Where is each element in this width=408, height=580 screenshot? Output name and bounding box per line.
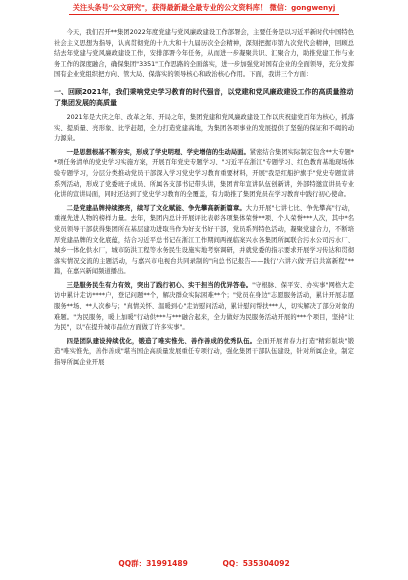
promo-banner — [0, 0, 408, 22]
contact-footer — [0, 558, 408, 569]
qq-contact: QQ：535304092 — [222, 559, 290, 568]
item-4-heading: 四是团队建设持续优化，锻造了唯实惟先、善作善成的优秀队伍。 — [66, 337, 257, 345]
qq-group: QQ群：31991489 — [118, 559, 188, 568]
promo-banner-text: 关注头条号"公文研究"，获得最新最全最专业的公文资料库！ 微信：gongwenyj — [69, 0, 340, 15]
section-1-paragraph: 2021年是大庆之年、改革之年、开局之年，集团党建和党风廉政建设工作以庆祝建党百年为核心，抓落实、提质量、亮形象、比学赶超，全力打造党建高地，为集团各项事业的发展提供了坚强的保证和不竭的动力源泉。 — [54, 113, 354, 143]
item-3-heading: 三是服务民生有力有效，突出了践行初心、实干担当的优异答卷。 — [66, 281, 253, 289]
item-2-text: 大力开展"七讲七比、争先攀高"行动，重视先进人物的榜样力量。去年，集团内总计开展评比表彰各项集体荣誉**项、个人荣誉***人次，其中*名党员领导干部获得集团所在基层建功进取当作为好支书好干部，党员系列特色活动，凝聚党建合力，不断培厚党建品牌的文化底蕴，结合习近平总书记在浙江工作期间两视临案兴水各集团所属联合污水公司污水厂、城乡一体化供水厂，城市防洪工程等水务民生设施实地考察调研，并就党委的指示要求开展学习传达和贯彻落实情况交流的主题活动，与嘉兴市电视台共同录制的"向总书记报告——践行'六讲六做'开启共富新程"**篇，在嘉兴新闻频道播出。 — [54, 204, 355, 276]
item-1-paragraph — [54, 148, 354, 201]
item-3-text: "守根脉、保平安、办实事"网格大走访中累计走访****户，登记问题**个，解决群众实际困难**个；"党员在身边"志愿服务活动，累计开展志愿服务**场、**人次参与；"真情关怀、温暖到心"走访慰问活动，累计慰问帮扶***人，切实解决了部分对象的难题。"为民服务，暖上加暖"行动供***与***融合起来，全力做好为民服务活动开展的***个项目，坚持"让为民"，以"在提升城市品位方面做了许多实事"。 — [54, 281, 355, 332]
item-1-heading: 一是思想根基不断夯实，形成了学史明理、学史增信的生动局面。 — [66, 148, 250, 156]
item-4-paragraph — [54, 337, 354, 369]
document-body — [54, 28, 354, 369]
item-2-heading: 二是党建品牌持续擦亮，续写了文化赋能、争先攀高新新篇章。 — [66, 204, 246, 212]
item-4-text: 全面开展青春力打造"精彩版块"锻造"唯实惟先，善作善成"堪当国企高质量发展重任专项行动，强化集团干部队伍建设，针对所属企业，制定指导所属企业开展 — [54, 337, 355, 367]
item-1-text: 紧密结合集团实际制定包含**大专题**项任务清单的党史学习实施方案，开展百年党史专题学习、"习近平在浙江"专题学习、红色教育基地现场体验专题学习，分层分类推动党员干部深入学习党史学习教育重要材料，开展"我是红船护旗手"党史专题宣讲系列活动，形成了党委班子成员、所属各支部书记带头讲，集团青年宣讲队伍创新讲，外部特邀宣讲员专业化讲的宣讲局面，同时还达到了党史学习教育的全覆盖，有力助推了集团党员在学习教育中践行初心使命。 — [54, 148, 354, 199]
item-2-paragraph — [54, 204, 354, 278]
item-3-paragraph — [54, 281, 354, 334]
intro-paragraph: 今天，我们召开**集团2022年度党建与党风廉政建设工作部署会，主要任务是以习近平新时代中国特色社会主义思想为指导，认真贯彻党的十九大和十九届历次全会精神，深刻把握市第九次党代会精神，回顾总结去年党建与党风廉政建设工作，安排部署今年任务，从而进一步凝聚共识、汇聚合力，助推党建工作与业务工作的深度融合，确保集团"3351"工作思路的全面落实，进一步加强党对国有企业的全面领导，充分发挥国有企业党组织把方向、管大局、保落实的领导核心和政治核心作用。下面，我讲三个方面： — [54, 29, 354, 79]
section-heading-1: 一、回顾2021年，我们秉响党史学习教育的时代强音，以党建和党风廉政建设工作的高质量推动了集团发展的高质量 — [54, 87, 354, 107]
